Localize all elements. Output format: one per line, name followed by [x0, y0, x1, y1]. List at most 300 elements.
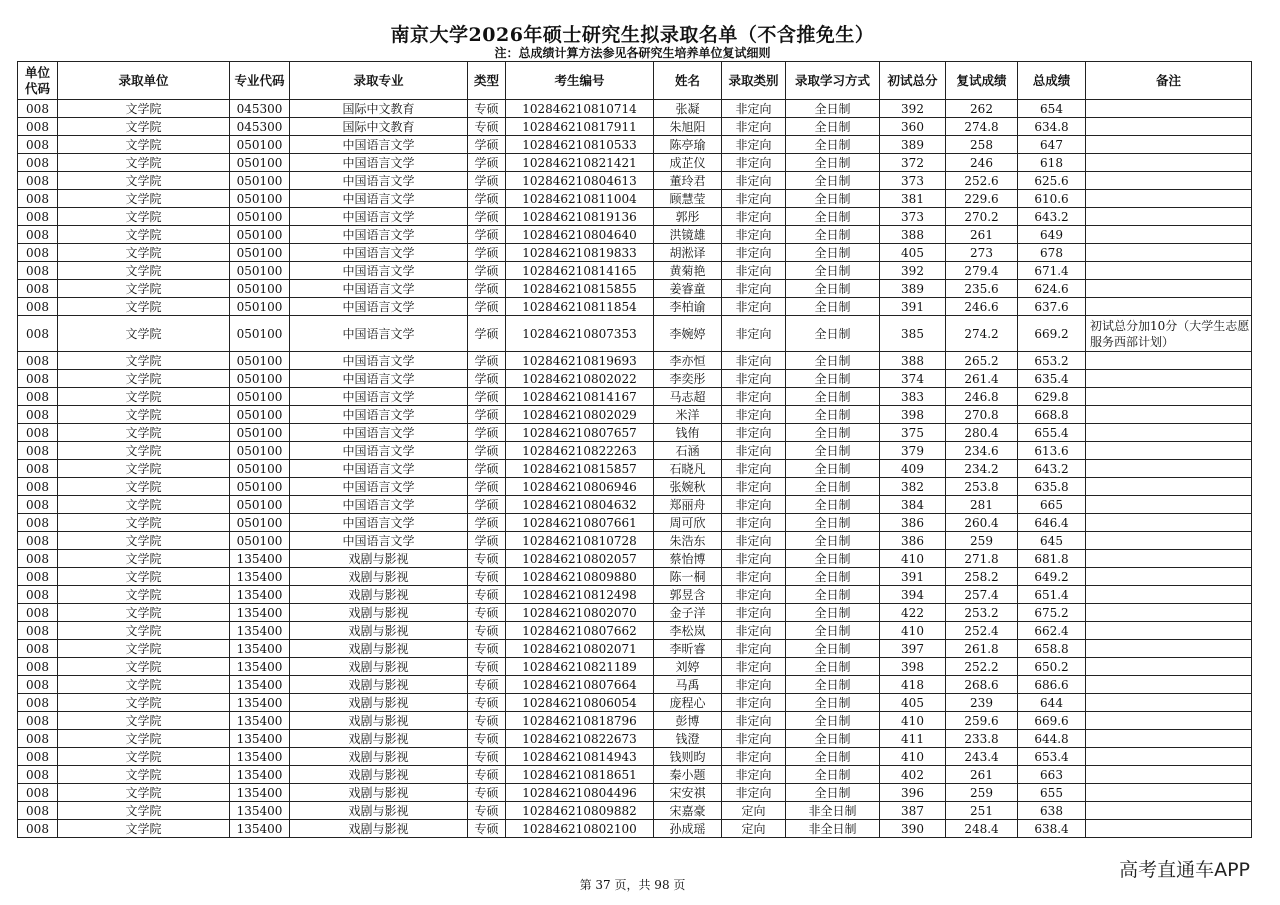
- cell-unit-code: 008: [18, 460, 58, 478]
- cell-retest-score: 257.4: [946, 586, 1018, 604]
- cell-name: 李松岚: [654, 622, 722, 640]
- cell-study-mode: 全日制: [786, 514, 880, 532]
- cell-exam-id: 102846210802070: [506, 604, 654, 622]
- cell-category: 非定向: [722, 424, 786, 442]
- cell-remark: [1086, 388, 1252, 406]
- cell-study-mode: 全日制: [786, 604, 880, 622]
- cell-retest-score: 233.8: [946, 730, 1018, 748]
- cell-total-score: 647: [1018, 136, 1086, 154]
- cell-major: 中国语言文学: [290, 280, 468, 298]
- cell-major: 戏剧与影视: [290, 658, 468, 676]
- cell-retest-score: 262: [946, 100, 1018, 118]
- cell-major: 戏剧与影视: [290, 568, 468, 586]
- table-row: [18, 766, 1252, 784]
- cell-category: 非定向: [722, 370, 786, 388]
- cell-type: 专硕: [468, 100, 506, 118]
- cell-name: 成芷仪: [654, 154, 722, 172]
- table-row: [18, 352, 1252, 370]
- cell-major: 国际中文教育: [290, 100, 468, 118]
- cell-major: 中国语言文学: [290, 136, 468, 154]
- cell-exam-id: 102846210809880: [506, 568, 654, 586]
- cell-remark: [1086, 298, 1252, 316]
- table-row: [18, 190, 1252, 208]
- cell-exam-id: 102846210807664: [506, 676, 654, 694]
- cell-remark: [1086, 280, 1252, 298]
- cell-unit-code: 008: [18, 730, 58, 748]
- cell-unit: 文学院: [58, 586, 230, 604]
- cell-type: 专硕: [468, 586, 506, 604]
- cell-remark: [1086, 244, 1252, 262]
- cell-major-code: 050100: [230, 460, 290, 478]
- cell-type: 学硕: [468, 388, 506, 406]
- cell-exam-id: 102846210819136: [506, 208, 654, 226]
- cell-total-score: 638.4: [1018, 820, 1086, 838]
- cell-total-score: 625.6: [1018, 172, 1086, 190]
- cell-category: 非定向: [722, 190, 786, 208]
- cell-unit-code: 008: [18, 118, 58, 136]
- cell-exam-id: 102846210822263: [506, 442, 654, 460]
- table-row: [18, 226, 1252, 244]
- cell-exam-id: 102846210807657: [506, 424, 654, 442]
- cell-study-mode: 非全日制: [786, 802, 880, 820]
- cell-category: 非定向: [722, 514, 786, 532]
- cell-unit-code: 008: [18, 406, 58, 424]
- cell-study-mode: 全日制: [786, 136, 880, 154]
- table-row: [18, 712, 1252, 730]
- cell-major-code: 135400: [230, 820, 290, 838]
- cell-total-score: 643.2: [1018, 208, 1086, 226]
- cell-unit-code: 008: [18, 820, 58, 838]
- cell-unit: 文学院: [58, 406, 230, 424]
- cell-unit: 文学院: [58, 622, 230, 640]
- cell-major-code: 135400: [230, 694, 290, 712]
- cell-major-code: 050100: [230, 352, 290, 370]
- cell-study-mode: 全日制: [786, 370, 880, 388]
- cell-major-code: 135400: [230, 658, 290, 676]
- cell-name: 马志超: [654, 388, 722, 406]
- cell-major-code: 050100: [230, 478, 290, 496]
- cell-study-mode: 全日制: [786, 262, 880, 280]
- cell-category: 非定向: [722, 262, 786, 280]
- cell-category: 非定向: [722, 748, 786, 766]
- table-row: [18, 550, 1252, 568]
- cell-unit: 文学院: [58, 658, 230, 676]
- cell-major-code: 135400: [230, 604, 290, 622]
- cell-retest-score: 234.6: [946, 442, 1018, 460]
- table-row: [18, 388, 1252, 406]
- cell-type: 学硕: [468, 226, 506, 244]
- table-row: [18, 784, 1252, 802]
- cell-total-score: 635.8: [1018, 478, 1086, 496]
- cell-study-mode: 全日制: [786, 766, 880, 784]
- cell-exam-id: 102846210811854: [506, 298, 654, 316]
- cell-major-code: 135400: [230, 550, 290, 568]
- cell-total-score: 654: [1018, 100, 1086, 118]
- cell-total-score: 613.6: [1018, 442, 1086, 460]
- cell-exam-id: 102846210802029: [506, 406, 654, 424]
- table-row: [18, 748, 1252, 766]
- cell-name: 金子洋: [654, 604, 722, 622]
- cell-exam-id: 102846210815857: [506, 460, 654, 478]
- cell-remark: [1086, 424, 1252, 442]
- cell-prelim-score: 386: [880, 514, 946, 532]
- cell-retest-score: 235.6: [946, 280, 1018, 298]
- cell-study-mode: 全日制: [786, 478, 880, 496]
- cell-major: 戏剧与影视: [290, 694, 468, 712]
- cell-total-score: 658.8: [1018, 640, 1086, 658]
- cell-major: 中国语言文学: [290, 208, 468, 226]
- cell-exam-id: 102846210807662: [506, 622, 654, 640]
- cell-total-score: 662.4: [1018, 622, 1086, 640]
- cell-major-code: 135400: [230, 640, 290, 658]
- cell-name: 朱旭阳: [654, 118, 722, 136]
- cell-major: 戏剧与影视: [290, 820, 468, 838]
- cell-exam-id: 102846210810533: [506, 136, 654, 154]
- page-footer: 第 37 页，共 98 页: [579, 878, 686, 892]
- cell-total-score: 646.4: [1018, 514, 1086, 532]
- cell-unit-code: 008: [18, 154, 58, 172]
- cell-category: 非定向: [722, 622, 786, 640]
- cell-prelim-score: 418: [880, 676, 946, 694]
- table-row: [18, 442, 1252, 460]
- cell-prelim-score: 391: [880, 568, 946, 586]
- cell-major: 中国语言文学: [290, 460, 468, 478]
- cell-retest-score: 252.2: [946, 658, 1018, 676]
- cell-major-code: 135400: [230, 730, 290, 748]
- cell-total-score: 650.2: [1018, 658, 1086, 676]
- cell-name: 宋嘉豪: [654, 802, 722, 820]
- cell-type: 学硕: [468, 532, 506, 550]
- cell-unit-code: 008: [18, 388, 58, 406]
- cell-name: 宋安祺: [654, 784, 722, 802]
- cell-unit: 文学院: [58, 154, 230, 172]
- cell-unit-code: 008: [18, 802, 58, 820]
- table-row: [18, 460, 1252, 478]
- cell-unit: 文学院: [58, 514, 230, 532]
- cell-study-mode: 全日制: [786, 208, 880, 226]
- cell-prelim-score: 390: [880, 820, 946, 838]
- cell-remark: [1086, 568, 1252, 586]
- cell-category: 非定向: [722, 388, 786, 406]
- cell-major: 中国语言文学: [290, 370, 468, 388]
- cell-retest-score: 260.4: [946, 514, 1018, 532]
- cell-prelim-score: 374: [880, 370, 946, 388]
- cell-unit: 文学院: [58, 820, 230, 838]
- cell-unit-code: 008: [18, 766, 58, 784]
- cell-prelim-score: 397: [880, 640, 946, 658]
- cell-name: 米洋: [654, 406, 722, 424]
- cell-major-code: 050100: [230, 496, 290, 514]
- cell-unit-code: 008: [18, 226, 58, 244]
- cell-retest-score: 246: [946, 154, 1018, 172]
- cell-type: 学硕: [468, 406, 506, 424]
- cell-unit-code: 008: [18, 784, 58, 802]
- cell-category: 非定向: [722, 280, 786, 298]
- page-title: 南京大学2026年硕士研究生拟录取名单（不含推免生）: [390, 24, 875, 46]
- cell-type: 学硕: [468, 136, 506, 154]
- table-row: [18, 172, 1252, 190]
- cell-prelim-score: 386: [880, 532, 946, 550]
- cell-unit: 文学院: [58, 604, 230, 622]
- cell-major: 中国语言文学: [290, 244, 468, 262]
- cell-retest-score: 259: [946, 784, 1018, 802]
- cell-category: 非定向: [722, 136, 786, 154]
- cell-prelim-score: 382: [880, 478, 946, 496]
- cell-major-code: 050100: [230, 154, 290, 172]
- cell-study-mode: 全日制: [786, 496, 880, 514]
- header-major: 录取专业: [290, 62, 468, 100]
- cell-type: 学硕: [468, 190, 506, 208]
- table-row: [18, 658, 1252, 676]
- cell-prelim-score: 383: [880, 388, 946, 406]
- cell-retest-score: 271.8: [946, 550, 1018, 568]
- table-row: [18, 280, 1252, 298]
- header-major-code: 专业代码: [230, 62, 290, 100]
- cell-unit: 文学院: [58, 640, 230, 658]
- cell-major: 戏剧与影视: [290, 604, 468, 622]
- cell-retest-score: 274.2: [946, 316, 1018, 352]
- cell-major-code: 050100: [230, 298, 290, 316]
- cell-name: 李昕睿: [654, 640, 722, 658]
- cell-total-score: 686.6: [1018, 676, 1086, 694]
- cell-total-score: 649.2: [1018, 568, 1086, 586]
- cell-exam-id: 102846210814167: [506, 388, 654, 406]
- cell-exam-id: 102846210812498: [506, 586, 654, 604]
- cell-unit: 文学院: [58, 676, 230, 694]
- cell-remark: [1086, 154, 1252, 172]
- cell-remark: [1086, 118, 1252, 136]
- cell-category: 定向: [722, 802, 786, 820]
- cell-unit-code: 008: [18, 676, 58, 694]
- cell-major: 中国语言文学: [290, 262, 468, 280]
- header-unit-code: 单位 代码: [18, 62, 58, 100]
- cell-prelim-score: 410: [880, 622, 946, 640]
- cell-major: 中国语言文学: [290, 298, 468, 316]
- cell-prelim-score: 422: [880, 604, 946, 622]
- cell-exam-id: 102846210802022: [506, 370, 654, 388]
- cell-category: 非定向: [722, 100, 786, 118]
- cell-retest-score: 261.4: [946, 370, 1018, 388]
- cell-unit-code: 008: [18, 712, 58, 730]
- cell-major: 中国语言文学: [290, 532, 468, 550]
- cell-prelim-score: 388: [880, 226, 946, 244]
- cell-unit: 文学院: [58, 802, 230, 820]
- table-row: [18, 568, 1252, 586]
- cell-remark: [1086, 406, 1252, 424]
- cell-prelim-score: 396: [880, 784, 946, 802]
- cell-name: 石晓凡: [654, 460, 722, 478]
- cell-total-score: 653.2: [1018, 352, 1086, 370]
- cell-major-code: 045300: [230, 118, 290, 136]
- cell-exam-id: 102846210807661: [506, 514, 654, 532]
- cell-unit-code: 008: [18, 352, 58, 370]
- cell-study-mode: 全日制: [786, 442, 880, 460]
- cell-unit-code: 008: [18, 586, 58, 604]
- cell-category: 非定向: [722, 676, 786, 694]
- cell-major-code: 050100: [230, 388, 290, 406]
- cell-name: 孙成瑶: [654, 820, 722, 838]
- cell-type: 学硕: [468, 316, 506, 352]
- table-row: [18, 640, 1252, 658]
- table-row: [18, 676, 1252, 694]
- cell-retest-score: 261: [946, 226, 1018, 244]
- table-row: [18, 244, 1252, 262]
- cell-prelim-score: 381: [880, 190, 946, 208]
- cell-major: 中国语言文学: [290, 424, 468, 442]
- cell-type: 学硕: [468, 352, 506, 370]
- cell-category: 非定向: [722, 172, 786, 190]
- cell-unit: 文学院: [58, 370, 230, 388]
- cell-total-score: 669.2: [1018, 316, 1086, 352]
- table-row: [18, 370, 1252, 388]
- cell-unit: 文学院: [58, 532, 230, 550]
- cell-unit-code: 008: [18, 550, 58, 568]
- cell-remark: [1086, 370, 1252, 388]
- cell-prelim-score: 389: [880, 136, 946, 154]
- cell-category: 非定向: [722, 298, 786, 316]
- cell-prelim-score: 379: [880, 442, 946, 460]
- cell-type: 专硕: [468, 640, 506, 658]
- cell-study-mode: 非全日制: [786, 820, 880, 838]
- cell-major: 戏剧与影视: [290, 766, 468, 784]
- cell-retest-score: 252.6: [946, 172, 1018, 190]
- cell-unit: 文学院: [58, 226, 230, 244]
- table-row: [18, 730, 1252, 748]
- cell-remark: [1086, 802, 1252, 820]
- cell-prelim-score: 392: [880, 262, 946, 280]
- cell-total-score: 634.8: [1018, 118, 1086, 136]
- table-header-row: [18, 62, 1252, 100]
- cell-exam-id: 102846210802057: [506, 550, 654, 568]
- table-row: [18, 262, 1252, 280]
- cell-prelim-score: 385: [880, 316, 946, 352]
- cell-retest-score: 261.8: [946, 640, 1018, 658]
- table-row: [18, 478, 1252, 496]
- cell-name: 陈一桐: [654, 568, 722, 586]
- cell-exam-id: 102846210804640: [506, 226, 654, 244]
- cell-type: 学硕: [468, 280, 506, 298]
- cell-retest-score: 258.2: [946, 568, 1018, 586]
- cell-major-code: 050100: [230, 442, 290, 460]
- cell-unit: 文学院: [58, 136, 230, 154]
- cell-exam-id: 102846210814165: [506, 262, 654, 280]
- cell-unit: 文学院: [58, 712, 230, 730]
- cell-prelim-score: 410: [880, 748, 946, 766]
- cell-major: 国际中文教育: [290, 118, 468, 136]
- cell-major-code: 050100: [230, 280, 290, 298]
- cell-exam-id: 102846210822673: [506, 730, 654, 748]
- cell-major-code: 135400: [230, 766, 290, 784]
- cell-unit-code: 008: [18, 622, 58, 640]
- cell-unit-code: 008: [18, 658, 58, 676]
- cell-name: 陈亭瑜: [654, 136, 722, 154]
- cell-name: 石涵: [654, 442, 722, 460]
- cell-major: 中国语言文学: [290, 172, 468, 190]
- cell-total-score: 681.8: [1018, 550, 1086, 568]
- cell-retest-score: 259.6: [946, 712, 1018, 730]
- cell-retest-score: 279.4: [946, 262, 1018, 280]
- cell-prelim-score: 360: [880, 118, 946, 136]
- cell-unit: 文学院: [58, 352, 230, 370]
- cell-category: 非定向: [722, 406, 786, 424]
- cell-study-mode: 全日制: [786, 712, 880, 730]
- header-exam-id: 考生编号: [506, 62, 654, 100]
- cell-total-score: 635.4: [1018, 370, 1086, 388]
- cell-major-code: 050100: [230, 136, 290, 154]
- cell-study-mode: 全日制: [786, 676, 880, 694]
- cell-major: 戏剧与影视: [290, 730, 468, 748]
- cell-unit: 文学院: [58, 118, 230, 136]
- cell-retest-score: 281: [946, 496, 1018, 514]
- cell-remark: [1086, 604, 1252, 622]
- cell-category: 非定向: [722, 118, 786, 136]
- cell-retest-score: 259: [946, 532, 1018, 550]
- cell-major-code: 050100: [230, 316, 290, 352]
- cell-name: 庞程心: [654, 694, 722, 712]
- cell-remark: [1086, 622, 1252, 640]
- cell-type: 专硕: [468, 730, 506, 748]
- cell-remark: [1086, 514, 1252, 532]
- header-type: 类型: [468, 62, 506, 100]
- cell-remark: [1086, 550, 1252, 568]
- cell-type: 专硕: [468, 118, 506, 136]
- cell-study-mode: 全日制: [786, 388, 880, 406]
- cell-category: 非定向: [722, 244, 786, 262]
- cell-retest-score: 251: [946, 802, 1018, 820]
- table-row: [18, 298, 1252, 316]
- cell-prelim-score: 391: [880, 298, 946, 316]
- table-row: [18, 424, 1252, 442]
- cell-exam-id: 102846210810714: [506, 100, 654, 118]
- cell-remark: [1086, 496, 1252, 514]
- cell-total-score: 637.6: [1018, 298, 1086, 316]
- cell-study-mode: 全日制: [786, 190, 880, 208]
- cell-name: 马禹: [654, 676, 722, 694]
- watermark: 高考直通车APP: [1119, 859, 1250, 881]
- cell-study-mode: 全日制: [786, 226, 880, 244]
- cell-name: 郭昱含: [654, 586, 722, 604]
- cell-type: 学硕: [468, 478, 506, 496]
- cell-major-code: 050100: [230, 172, 290, 190]
- cell-unit-code: 008: [18, 100, 58, 118]
- cell-unit-code: 008: [18, 424, 58, 442]
- cell-type: 学硕: [468, 442, 506, 460]
- cell-major: 中国语言文学: [290, 352, 468, 370]
- cell-remark: [1086, 748, 1252, 766]
- table-row: [18, 406, 1252, 424]
- cell-retest-score: 243.4: [946, 748, 1018, 766]
- cell-name: 彭博: [654, 712, 722, 730]
- cell-exam-id: 102846210802100: [506, 820, 654, 838]
- header-name: 姓名: [654, 62, 722, 100]
- cell-unit: 文学院: [58, 442, 230, 460]
- cell-unit-code: 008: [18, 172, 58, 190]
- cell-remark: [1086, 136, 1252, 154]
- cell-type: 专硕: [468, 802, 506, 820]
- cell-type: 专硕: [468, 784, 506, 802]
- cell-unit-code: 008: [18, 442, 58, 460]
- cell-prelim-score: 398: [880, 658, 946, 676]
- cell-exam-id: 102846210818796: [506, 712, 654, 730]
- cell-unit: 文学院: [58, 280, 230, 298]
- cell-study-mode: 全日制: [786, 118, 880, 136]
- table-row: [18, 136, 1252, 154]
- cell-unit: 文学院: [58, 550, 230, 568]
- cell-type: 专硕: [468, 550, 506, 568]
- cell-total-score: 643.2: [1018, 460, 1086, 478]
- cell-major: 中国语言文学: [290, 388, 468, 406]
- cell-unit-code: 008: [18, 514, 58, 532]
